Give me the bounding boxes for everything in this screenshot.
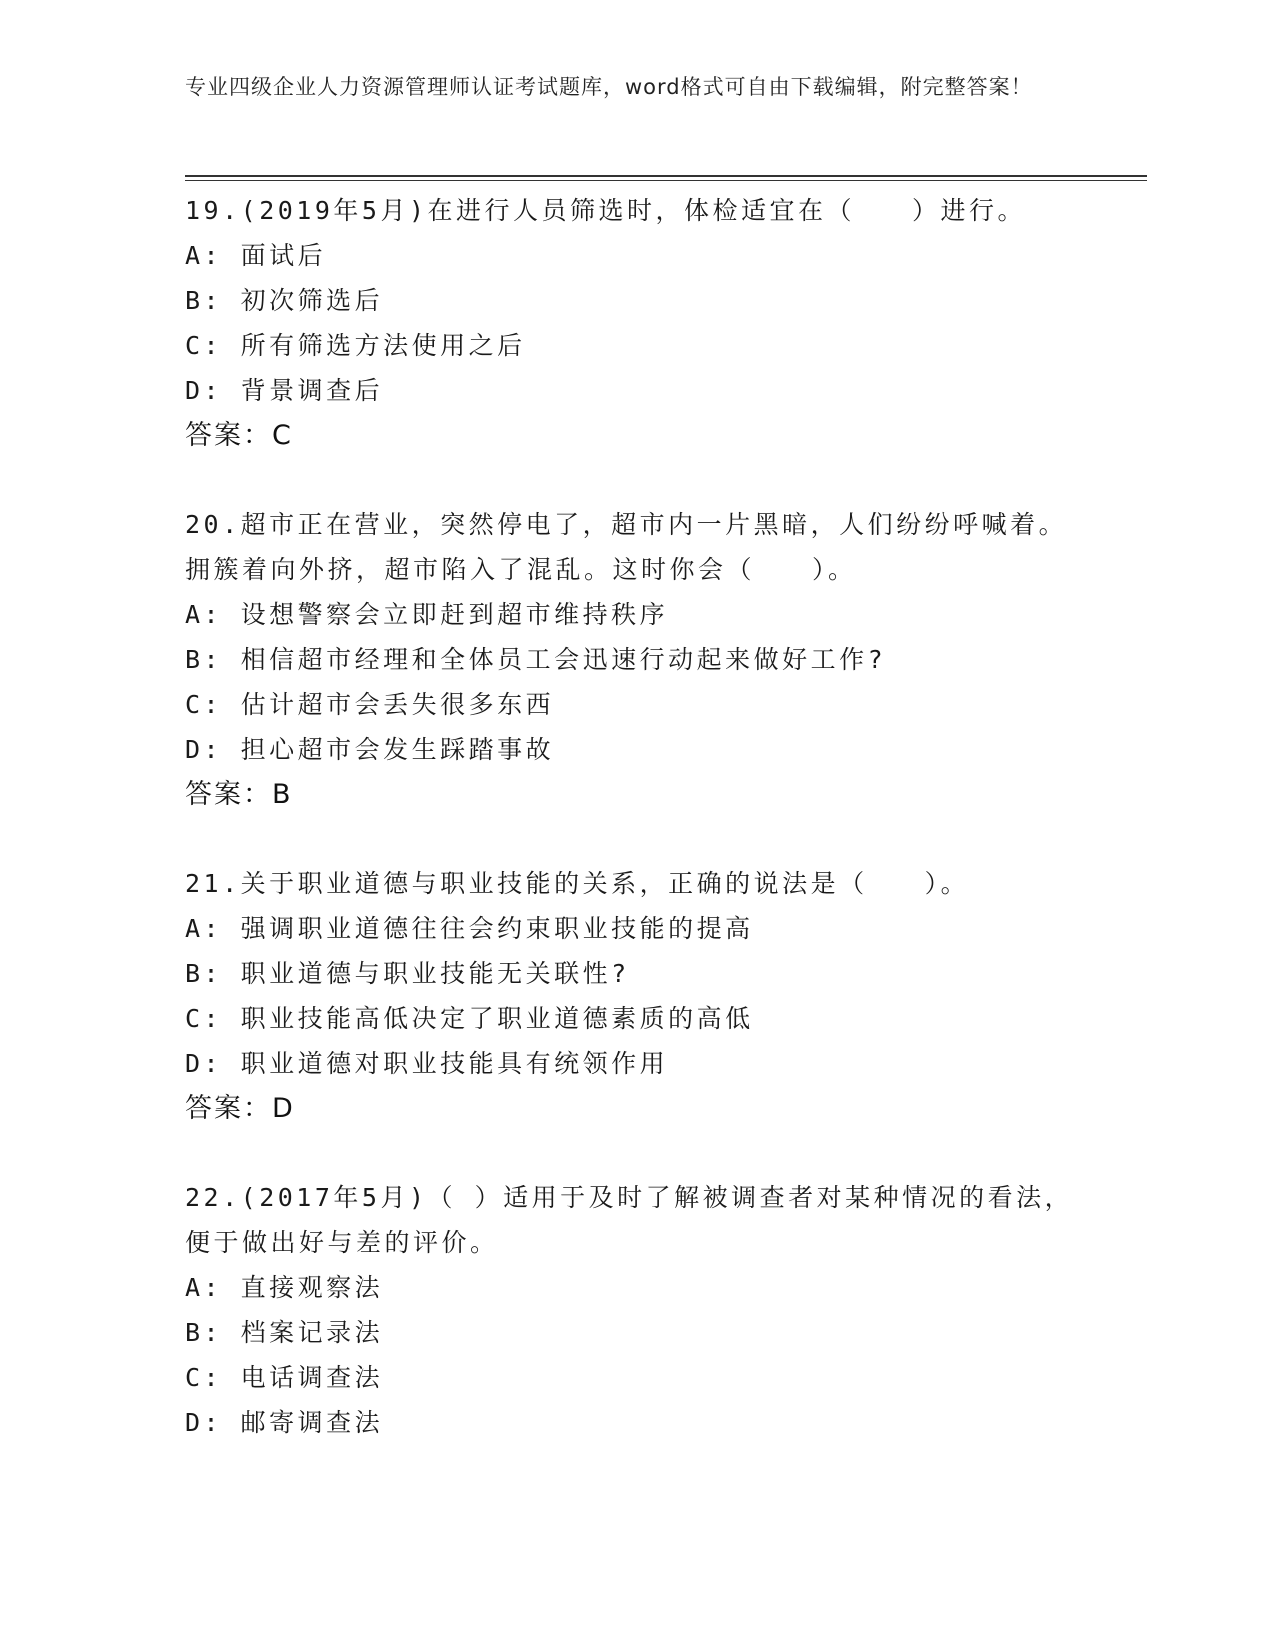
option-d: D: 邮寄调查法 (185, 1408, 384, 1437)
option-a: A: 强调职业道德往往会约束职业技能的提高 (185, 914, 754, 943)
answer-label: 答案： (185, 779, 272, 810)
document-header: 专业四级企业人力资源管理师认证考试题库，word格式可自由下载编辑，附完整答案！ (185, 75, 1033, 99)
question-stem: 20.超市正在营业，突然停电了，超市内一片黑暗，人们纷纷呼喊着。拥簇着向外挤，超市陷入了混乱。这时你会（ ）。 (185, 510, 1068, 584)
question-stem: 19.(2019年5月)在进行人员筛选时，体检适宜在（ ）进行。 (185, 196, 1027, 225)
option-b: B: 初次筛选后 (185, 286, 384, 315)
answer-line (185, 413, 1085, 458)
option-c: C: 估计超市会丢失很多东西 (185, 690, 555, 719)
option-a: A: 设想警察会立即赶到超市维持秩序 (185, 600, 669, 629)
header-divider-thick (185, 175, 1147, 177)
answer-value: D (272, 1093, 293, 1124)
option-d: D: 职业道德对职业技能具有统领作用 (185, 1049, 669, 1078)
option-c: C: 职业技能高低决定了职业道德素质的高低 (185, 1004, 754, 1033)
question-stem: 22.(2017年5月)（ ）适用于及时了解被调查者对某种情况的看法，便于做出好与差的评价。 (185, 1183, 1074, 1257)
answer-value: B (272, 779, 291, 810)
question-list (185, 188, 1085, 1489)
option-c: C: 电话调查法 (185, 1363, 384, 1392)
question-21 (185, 861, 1085, 1131)
option-b: B: 职业道德与职业技能无关联性? (185, 959, 630, 988)
option-d: D: 背景调查后 (185, 376, 384, 405)
question-22 (185, 1175, 1085, 1445)
question-19 (185, 188, 1085, 458)
question-stem: 21.关于职业道德与职业技能的关系，正确的说法是（ ）。 (185, 869, 970, 898)
option-b: B: 相信超市经理和全体员工会迅速行动起来做好工作? (185, 645, 887, 674)
option-a: A: 直接观察法 (185, 1273, 384, 1302)
option-b: B: 档案记录法 (185, 1318, 384, 1347)
answer-label: 答案： (185, 420, 272, 451)
answer-line (185, 1086, 1085, 1131)
option-c: C: 所有筛选方法使用之后 (185, 331, 526, 360)
option-a: A: 面试后 (185, 241, 327, 270)
header-divider-thin (185, 180, 1147, 181)
option-d: D: 担心超市会发生踩踏事故 (185, 735, 555, 764)
answer-label: 答案： (185, 1093, 272, 1124)
answer-line (185, 772, 1085, 817)
answer-value: C (272, 420, 291, 451)
question-20 (185, 502, 1085, 817)
